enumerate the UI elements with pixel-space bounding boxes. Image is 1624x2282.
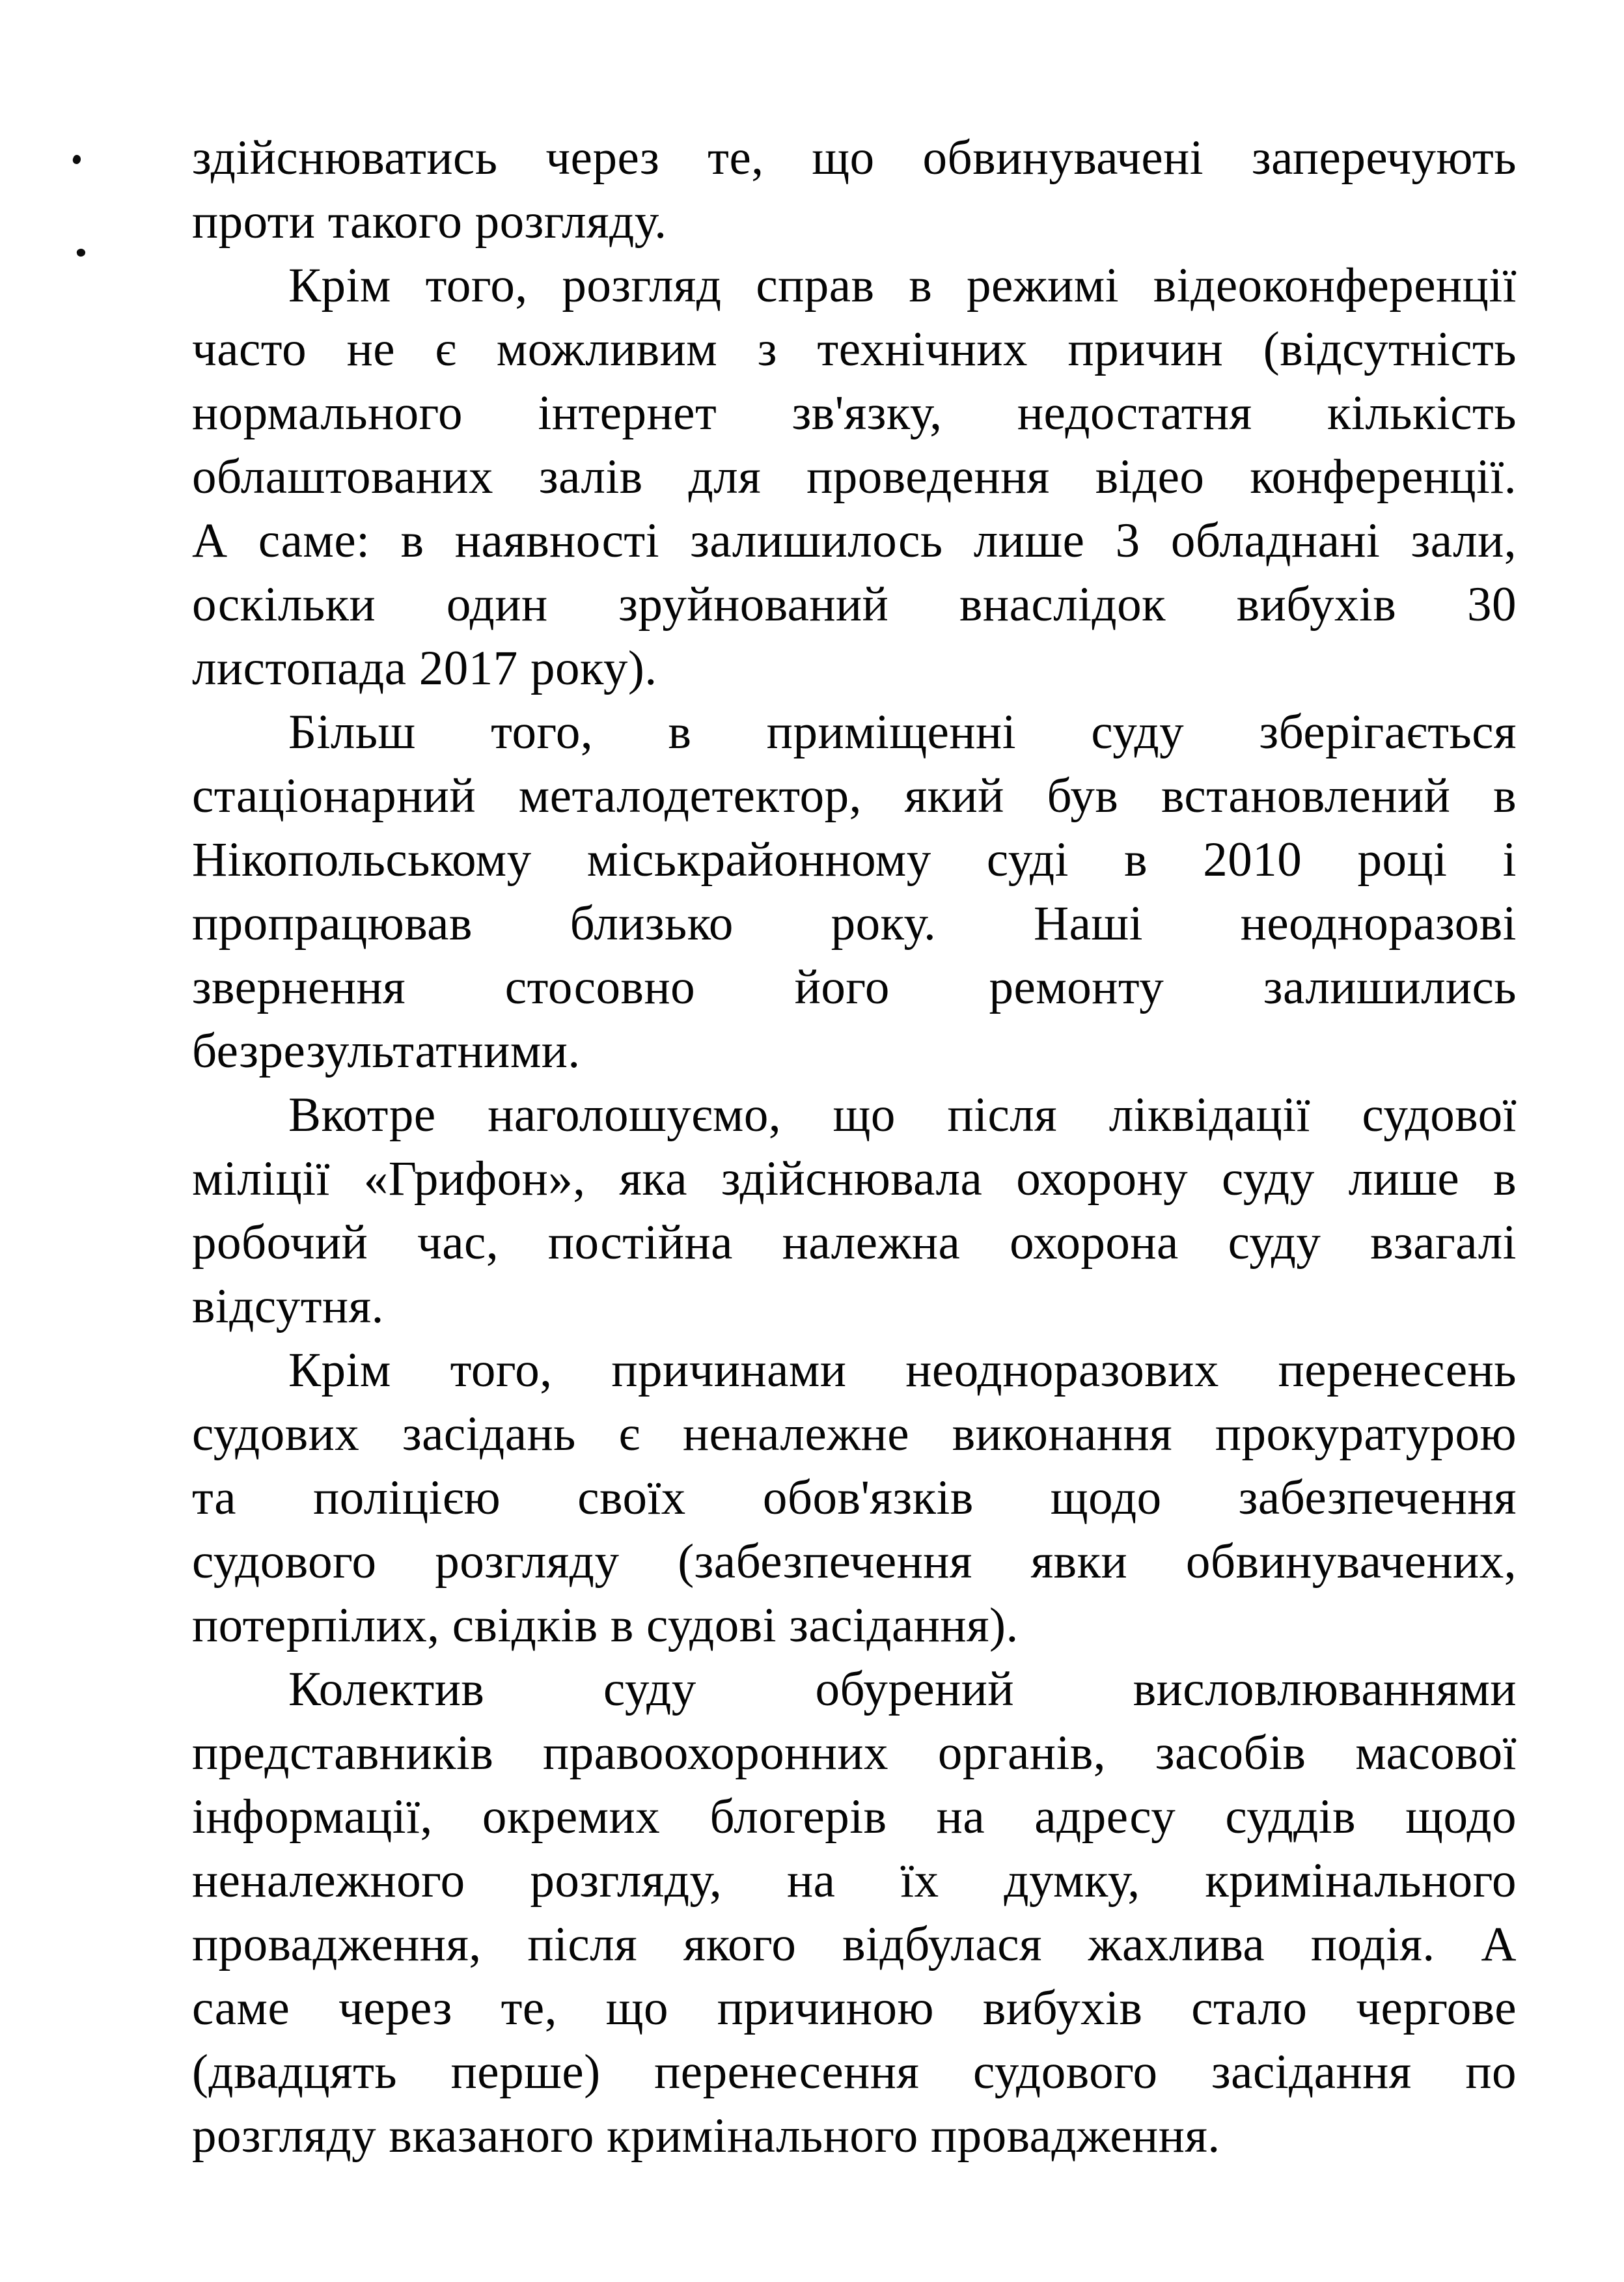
ink-speck [76,248,87,258]
text-line: проти такого розгляду. [192,195,667,249]
text-line: оскільки один зруйнований внаслідок вибухів 30 [192,577,1517,632]
text-line: потерпілих, свідків в судові засідання). [192,1598,1019,1652]
text-line: міліції «Грифон», яка здійснювала охорону суду лише в [192,1152,1517,1206]
text-line: провадження, після якого відбулася жахлива подія. А [192,1917,1517,1971]
text-line: А саме: в наявності залишилось лише 3 обладнані зали, [192,514,1517,568]
text-line: стаціонарний металодетектор, який був встановлений в [192,769,1517,823]
document-text-block [192,126,1517,2168]
text-line: звернення стосовно його ремонту залишились [192,960,1517,1014]
text-line: нормального інтернет зв'язку, недостатня кількість [192,386,1517,440]
text-line: саме через те, що причиною вибухів стало чергове [192,1981,1517,2035]
text-line: судових засідань є неналежне виконання прокуратурою [192,1407,1517,1461]
text-line: безрезультатними. [192,1024,581,1078]
text-line: Більш того, в приміщенні суду зберігається [288,705,1517,759]
text-line: листопада 2017 року). [192,641,657,695]
text-line: судового розгляду (забезпечення явки обвинувачених, [192,1535,1517,1589]
text-line: (двадцять перше) перенесення судового засідання по [192,2045,1517,2099]
text-line: та поліцією своїх обов'язків щодо забезпечення [192,1471,1517,1525]
text-line: Нікопольському міськрайонному суді в 2010 році і [192,833,1517,887]
ink-speck [72,154,82,165]
text-line: інформації, окремих блогерів на адресу суддів щодо [192,1790,1517,1844]
text-line: робочий час, постійна належна охорона суду взагалі [192,1216,1517,1270]
text-line: відсутня. [192,1279,384,1333]
text-line: Крім того, розгляд справ в режимі відеоконференції [288,258,1517,313]
text-line: облаштованих залів для проведення відео конференції. [192,450,1517,504]
text-line: представників правоохоронних органів, засобів масової [192,1726,1517,1780]
text-line: пропрацював близько року. Наші неодноразові [192,897,1517,951]
text-line: часто не є можливим з технічних причин (відсутність [192,322,1517,376]
text-line: Вкотре наголошуємо, що після ліквідації судової [288,1088,1517,1142]
text-line: здійснюватись через те, що обвинувачені заперечують [192,131,1517,185]
text-line: розгляду вказаного кримінального провадження. [192,2109,1220,2163]
text-line: Колектив суду обурений висловлюваннями [288,1662,1517,1716]
text-line: Крім того, причинами неодноразових перенесень [288,1343,1517,1397]
text-line: неналежного розгляду, на їх думку, кримінального [192,1854,1517,1908]
